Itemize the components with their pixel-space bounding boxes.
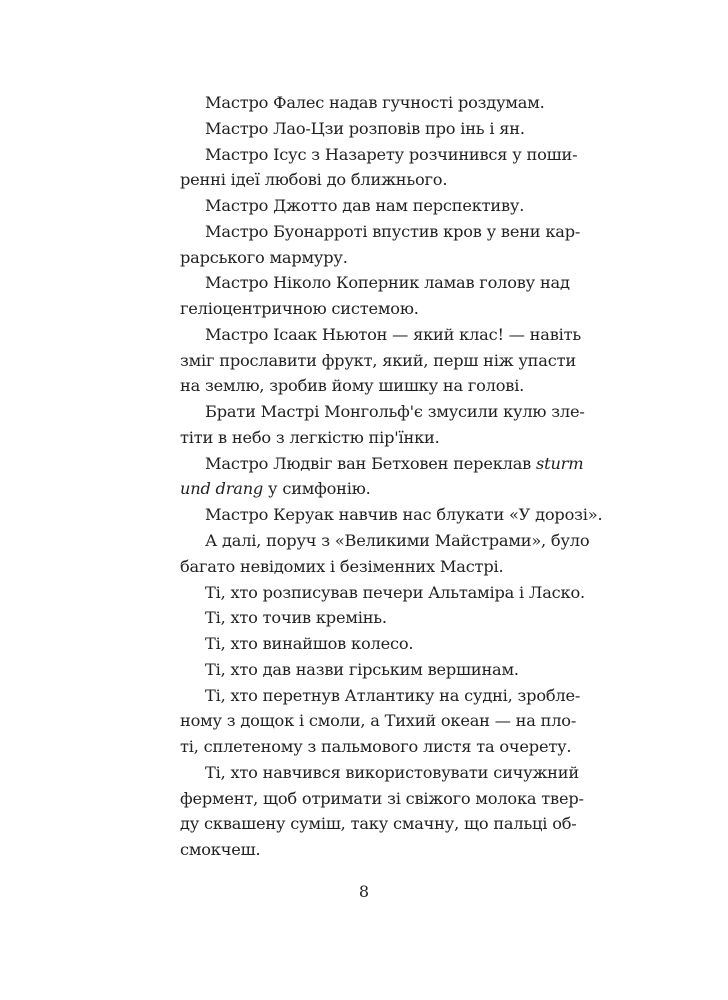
text-segment: Ті, хто дав назви гірським вершинам.: [205, 659, 519, 679]
text-segment: ному з дощок і смоли, а Тихий океан — на пло-: [180, 711, 577, 731]
paragraph: [180, 116, 549, 142]
text-segment: Ті, хто перетнув Атлантику на судні, зробле-: [205, 685, 581, 705]
text-segment: фермент, щоб отримати зі свіжого молока твер-: [180, 788, 584, 808]
text-segment: Мастро Ісаак Ньютон — який клас! — навіть: [205, 324, 581, 344]
text-segment: Ті, хто розписував печери Альтаміра і Ласко.: [205, 582, 585, 602]
text-line: [180, 811, 577, 837]
text-line: [180, 786, 584, 812]
text-line: [180, 476, 549, 502]
body-text: [180, 90, 603, 863]
paragraph: [180, 605, 549, 631]
text-segment: Мастро Лао-Цзи розповів про інь і ян.: [205, 118, 525, 138]
text-line: [180, 322, 581, 348]
text-line: [180, 270, 570, 296]
text-segment: Мастро Людвіг ван Бетховен переклав: [205, 453, 537, 473]
paragraph: [180, 580, 585, 606]
paragraph: [180, 193, 549, 219]
text-segment: геліоцентричною системою.: [180, 299, 419, 319]
text-segment: Мастро Ніколо Коперник ламав голову над: [205, 273, 570, 293]
paragraph: [180, 90, 549, 116]
paragraph: [180, 657, 549, 683]
text-line: [180, 502, 603, 528]
text-segment: ренні ідеї любові до ближнього.: [180, 170, 448, 190]
paragraph: [180, 270, 570, 322]
text-segment: багато невідомих і безіменних Мастрі.: [180, 556, 504, 576]
text-line: [180, 348, 576, 374]
text-line: [180, 90, 549, 116]
paragraph: [180, 683, 581, 760]
text-line: [180, 245, 549, 271]
paragraph: [180, 322, 581, 399]
paragraph: [180, 528, 590, 580]
text-line: [180, 580, 585, 606]
text-segment: Мастро Джотто дав нам перспективу.: [205, 196, 525, 216]
text-line: [180, 631, 549, 657]
paragraph: [180, 451, 584, 503]
text-line: [180, 219, 581, 245]
text-line: [180, 683, 581, 709]
paragraph: [180, 760, 584, 863]
paragraph: [180, 631, 549, 657]
text-line: [180, 167, 549, 193]
text-segment: рарського мармуру.: [180, 247, 348, 267]
italic-text: und drang: [180, 479, 264, 499]
text-segment: у симфонію.: [263, 479, 371, 499]
text-segment: Мастро Фалес надав гучності роздумам.: [205, 93, 545, 112]
text-segment: тіти в небо з легкістю пір'їнки.: [180, 427, 440, 447]
text-line: [180, 296, 549, 322]
text-segment: Ті, хто точив кремінь.: [205, 608, 387, 628]
text-segment: Мастро Ісус з Назарету розчинився у поши-: [205, 144, 578, 164]
text-segment: на землю, зробив йому шишку на голові.: [180, 376, 525, 396]
paragraph: [180, 502, 603, 528]
text-line: [180, 657, 549, 683]
text-line: [180, 734, 572, 760]
text-segment: ті, сплетеному з пальмового листя та очерету.: [180, 737, 572, 757]
text-segment: Ті, хто винайшов колесо.: [205, 634, 414, 654]
text-line: [180, 837, 549, 863]
text-segment: Мастро Буонарроті впустив кров у вени кар-: [205, 221, 581, 241]
paragraph: [180, 219, 581, 271]
text-segment: А далі, поруч з «Великими Майстрами», було: [205, 531, 590, 551]
text-line: [180, 605, 549, 631]
text-line: [180, 554, 549, 580]
text-segment: ду сквашену суміш, таку смачну, що пальці об-: [180, 814, 577, 834]
italic-text: sturm: [536, 453, 584, 473]
text-line: [180, 425, 549, 451]
text-line: [180, 708, 577, 734]
text-line: [180, 373, 549, 399]
text-line: [180, 193, 549, 219]
text-line: [180, 142, 578, 168]
text-line: [180, 116, 549, 142]
text-segment: Мастро Керуак навчив нас блукати «У дорозі».: [205, 505, 603, 525]
text-segment: смокчеш.: [180, 840, 261, 860]
text-line: [180, 528, 590, 554]
page-number: 8: [358, 882, 370, 901]
text-segment: зміг прославити фрукт, який, перш ніж упасти: [180, 350, 576, 370]
paragraph: [180, 399, 585, 451]
text-segment: Брати Мастрі Монгольф'є змусили кулю зле-: [205, 402, 585, 422]
text-line: [180, 451, 584, 477]
text-segment: Ті, хто навчився використовувати сичужний: [205, 762, 579, 782]
text-line: [180, 399, 585, 425]
paragraph: [180, 142, 578, 194]
text-line: [180, 760, 579, 786]
